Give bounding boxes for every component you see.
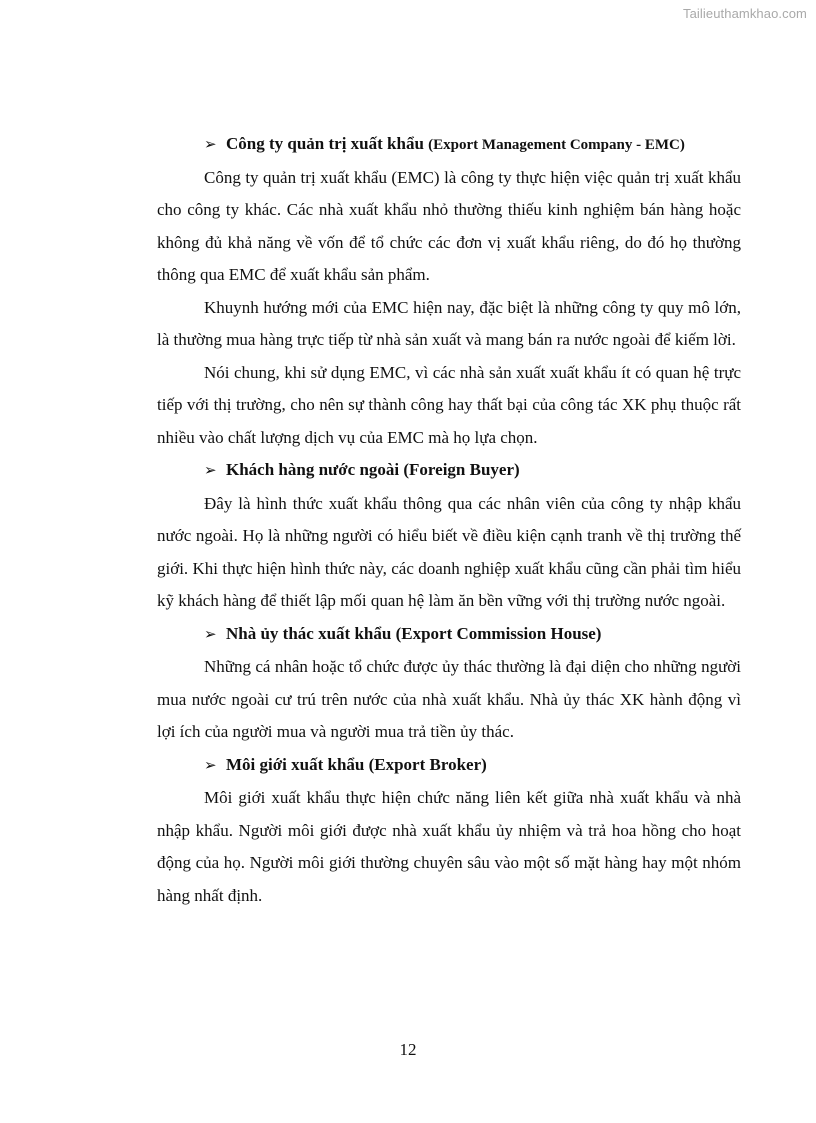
- paragraph: Môi giới xuất khẩu thực hiện chức năng liên kết giữa nhà xuất khẩu và nhà nhập khẩu. Người môi giới được nhà xuất khẩu ủy nhiệm và trả hoa hồng cho hoạt động của họ. Người môi giới thường chuyên sâu vào một số mặt hàng hay một nhóm hàng nhất định.: [157, 788, 741, 905]
- paragraph: Công ty quản trị xuất khẩu (EMC) là công ty thực hiện việc quản trị xuất khẩu cho công ty khác. Các nhà xuất khẩu nhỏ thường thiếu kinh nghiệm bán hàng hoặc không đủ khả năng về vốn để tổ chức các đơn vị xuất khẩu riêng, do đó họ thường thông qua EMC để xuất khẩu sản phẩm.: [157, 167, 741, 284]
- paragraph: Những cá nhân hoặc tổ chức được ủy thác thường là đại diện cho những người mua nước ngoài cư trú trên nước của nhà xuất khẩu. Nhà ủy thác XK hành động vì lợi ích của người mua và người mua trả tiền ủy thác.: [157, 657, 741, 741]
- document-body: [157, 128, 741, 912]
- arrow-bullet-icon: ➢: [204, 137, 217, 153]
- watermark-text: Tailieuthamkhao.com: [682, 6, 807, 21]
- paragraph: Nói chung, khi sử dụng EMC, vì các nhà sản xuất xuất khẩu ít có quan hệ trực tiếp với thị trường, cho nên sự thành công hay thất bại của công tác XK phụ thuộc rất nhiều vào chất lượng dịch vụ của EMC mà họ lựa chọn.: [157, 362, 741, 447]
- page-number: 12: [399, 1040, 417, 1059]
- arrow-bullet-icon: ➢: [204, 626, 217, 643]
- section-heading-emc: [157, 128, 741, 162]
- heading-text: Khách hàng nước ngoài (Foreign Buyer): [226, 460, 520, 479]
- arrow-bullet-icon: ➢: [204, 757, 217, 774]
- heading-text: Nhà ủy thác xuất khẩu (Export Commission House): [226, 623, 602, 643]
- section-heading-commission-house: [157, 618, 741, 652]
- arrow-bullet-icon: ➢: [204, 463, 217, 479]
- heading-text: Môi giới xuất khẩu (Export Broker): [226, 754, 487, 774]
- heading-text: Công ty quản trị xuất khẩu: [226, 134, 424, 153]
- paragraph: Đây là hình thức xuất khẩu thông qua các nhân viên của công ty nhập khẩu nước ngoài. Họ là những người có hiểu biết về điều kiện cạnh tranh về thị trường thế giới. Khi thực hiện hình thức này, các doanh nghiệp xuất khẩu cũng cần phải tìm hiểu kỹ khách hàng để thiết lập mối quan hệ làm ăn bền vững với thị trường nước ngoài.: [157, 493, 741, 610]
- heading-english-text: (Export Management Company - EMC): [428, 137, 685, 153]
- section-heading-export-broker: [157, 749, 741, 783]
- section-heading-foreign-buyer: [157, 454, 741, 488]
- paragraph: Khuynh hướng mới của EMC hiện nay, đặc biệt là những công ty quy mô lớn, là thường mua hàng trực tiếp từ nhà sản xuất và mang bán ra nước ngoài để kiếm lời.: [157, 297, 741, 349]
